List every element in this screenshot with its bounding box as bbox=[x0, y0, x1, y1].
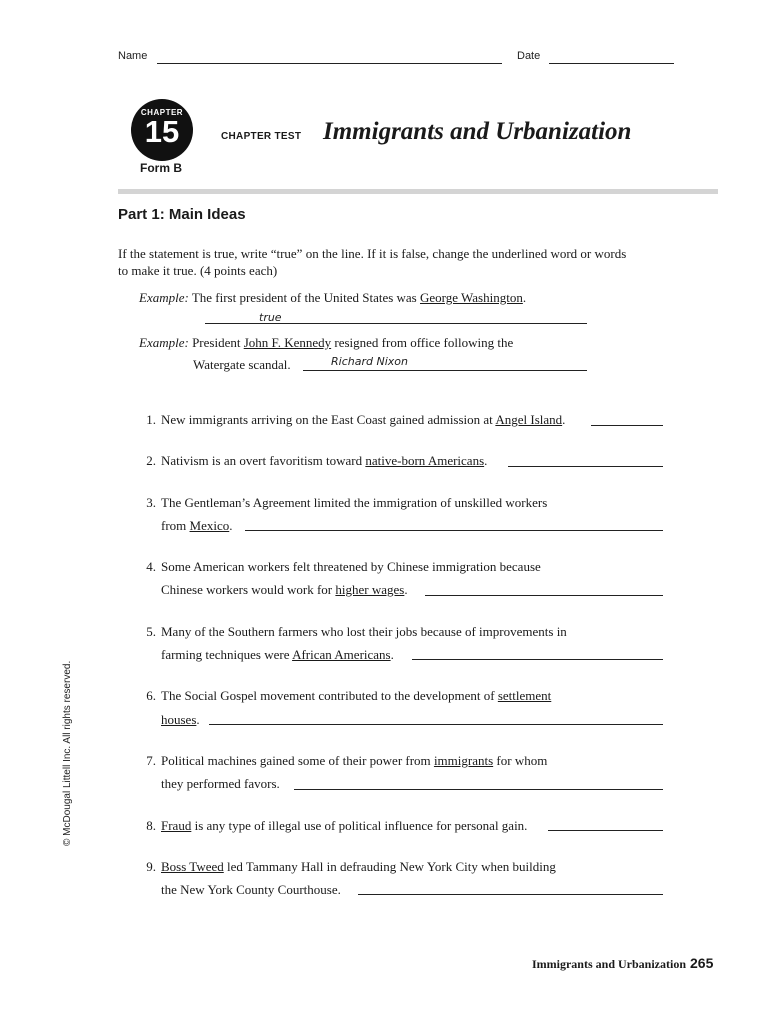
underlined-term: George Washington bbox=[420, 290, 523, 305]
example-label: Example: bbox=[139, 335, 189, 350]
answer-line-9[interactable] bbox=[358, 894, 663, 895]
question-2: 2. Nativism is an overt favoritism toward native-born Americans. bbox=[146, 453, 488, 468]
question-8: 8. Fraud is any type of illegal use of political influence for personal gain. bbox=[146, 818, 528, 833]
question-4: 4. Some American workers felt threatened by Chinese immigration because bbox=[146, 559, 541, 574]
example-2-line2: Watergate scandal. bbox=[193, 357, 291, 372]
question-3-line2: from Mexico. bbox=[161, 518, 233, 533]
question-7: 7. Political machines gained some of their power from immigrants for whom bbox=[146, 753, 548, 768]
example-2-answer: Richard Nixon bbox=[331, 355, 408, 368]
example-1-answer-line bbox=[205, 323, 587, 324]
header-divider bbox=[118, 189, 718, 194]
question-3: 3. The Gentleman’s Agreement limited the immigration of unskilled workers bbox=[146, 495, 548, 510]
question-9-line2: the New York County Courthouse. bbox=[161, 882, 341, 897]
example-2-answer-line bbox=[303, 370, 587, 371]
page-number: 265 bbox=[690, 955, 714, 971]
chapter-word: CHAPTER bbox=[140, 108, 184, 117]
answer-line-2[interactable] bbox=[508, 466, 663, 467]
chapter-test-label: CHAPTER TEST bbox=[221, 131, 302, 142]
example-2: Example: President John F. Kennedy resigned from office following the bbox=[139, 335, 514, 350]
page-title: Immigrants and Urbanization bbox=[323, 118, 632, 145]
answer-line-3[interactable] bbox=[245, 530, 663, 531]
example-label: Example: bbox=[139, 290, 189, 305]
question-6: 6. The Social Gospel movement contributed to the development of settlement bbox=[146, 688, 552, 703]
question-6-line2: houses. bbox=[161, 712, 200, 727]
form-label: Form B bbox=[140, 161, 182, 175]
answer-line-4[interactable] bbox=[425, 595, 663, 596]
part-heading: Part 1: Main Ideas bbox=[118, 206, 246, 223]
answer-line-8[interactable] bbox=[548, 830, 663, 831]
chapter-number: 15 bbox=[144, 114, 180, 149]
question-1: 1. New immigrants arriving on the East Coast gained admission at Angel Island. bbox=[146, 412, 566, 427]
example-1: Example: The first president of the United States was George Washington. bbox=[139, 290, 527, 305]
name-field[interactable] bbox=[157, 63, 502, 64]
chapter-badge bbox=[131, 99, 193, 161]
question-7-line2: they performed favors. bbox=[161, 776, 280, 791]
name-label: Name bbox=[118, 50, 148, 62]
answer-line-5[interactable] bbox=[412, 659, 663, 660]
instructions: If the statement is true, write “true” on the line. If it is false, change the underlined word or words to make it true. (4 points each) bbox=[118, 246, 627, 278]
answer-line-1[interactable] bbox=[591, 425, 663, 426]
footer-title: Immigrants and Urbanization bbox=[531, 957, 686, 971]
question-4-line2: Chinese workers would work for higher wages. bbox=[161, 582, 408, 597]
answer-line-6[interactable] bbox=[209, 724, 663, 725]
answer-line-7[interactable] bbox=[294, 789, 663, 790]
underlined-term: John F. Kennedy bbox=[243, 335, 332, 350]
question-5-line2: farming techniques were African Americans. bbox=[161, 647, 394, 662]
question-5: 5. Many of the Southern farmers who lost their jobs because of improvements in bbox=[146, 624, 567, 639]
question-9: 9. Boss Tweed led Tammany Hall in defrauding New York City when building bbox=[146, 859, 556, 874]
copyright-notice: © McDougal Littell Inc. All rights reserved. bbox=[62, 660, 73, 846]
example-1-answer: true bbox=[259, 311, 282, 324]
date-field[interactable] bbox=[549, 63, 674, 64]
date-label: Date bbox=[517, 50, 541, 62]
